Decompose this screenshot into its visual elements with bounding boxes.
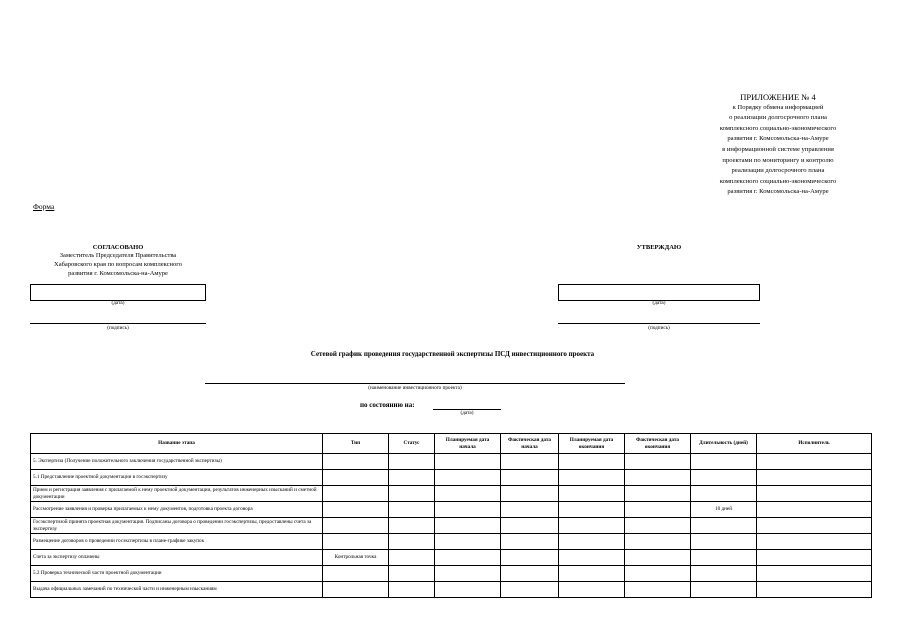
actual-start-cell[interactable]	[501, 470, 559, 486]
table-header-row	[31, 434, 872, 454]
document-title: Сетевой график проведения государственной экспертизы ПСД инвестиционного проекта	[310, 350, 595, 358]
actual-start-cell[interactable]	[501, 518, 559, 534]
actual-start-cell[interactable]	[501, 534, 559, 550]
executor-cell[interactable]	[757, 502, 872, 518]
actual-start-cell[interactable]	[501, 486, 559, 502]
table-row	[31, 582, 872, 598]
planned-start-cell[interactable]	[435, 486, 501, 502]
status-cell[interactable]	[389, 486, 435, 502]
actual-start-cell[interactable]	[501, 566, 559, 582]
appendix-line: комплексного социально-экономического	[719, 177, 837, 185]
actual-end-cell[interactable]	[625, 518, 691, 534]
agreed-heading: СОГЛАСОВАНО	[92, 244, 144, 251]
appendix-block	[690, 92, 866, 198]
column-header: Длительность (дней)	[691, 434, 757, 454]
type-cell[interactable]	[323, 502, 389, 518]
approve-block	[558, 244, 760, 251]
duration-cell[interactable]	[691, 470, 757, 486]
stage-name-cell[interactable]: Госэкспертизой принята проектная документация. Подписаны договора о проведении госэкспертизы, предоставлены счета за экспертизу	[31, 518, 323, 534]
type-cell[interactable]	[323, 534, 389, 550]
agreed-position-line: Заместитель Председателя Правительства	[59, 252, 177, 259]
actual-end-cell[interactable]	[625, 534, 691, 550]
stage-name-cell[interactable]: Прием и регистрация заявления с прилагаемой к нему проектной документации, результатов инженерных изысканий и сметной документации	[31, 486, 323, 502]
table-row	[31, 454, 872, 470]
planned-end-cell[interactable]	[559, 518, 625, 534]
status-cell[interactable]	[389, 566, 435, 582]
agreed-signature-line[interactable]	[30, 323, 206, 324]
duration-cell[interactable]	[691, 454, 757, 470]
as-of-label: по состоянию на:	[360, 401, 415, 409]
duration-cell[interactable]	[691, 518, 757, 534]
stage-name-cell[interactable]: 5.1 Представление проектной документации в госэкспертизу	[31, 470, 323, 486]
executor-cell[interactable]	[757, 518, 872, 534]
actual-end-cell[interactable]	[625, 470, 691, 486]
appendix-line: о реализации долгосрочного плана	[729, 114, 827, 122]
table-row	[31, 518, 872, 534]
approve-heading: УТВЕРЖДАЮ	[636, 244, 682, 251]
planned-end-cell[interactable]	[559, 566, 625, 582]
column-header: Планируемая дата окончания	[559, 434, 625, 454]
stage-name-cell[interactable]: Размещение договоров о проведении госэкспертизы в плане-графике закупок	[31, 534, 323, 550]
column-header: Фактическая дата окончания	[625, 434, 691, 454]
planned-start-cell[interactable]	[435, 470, 501, 486]
planned-end-cell[interactable]	[559, 534, 625, 550]
planned-start-cell[interactable]	[435, 582, 501, 598]
status-cell[interactable]	[389, 534, 435, 550]
form-label: Форма	[33, 202, 55, 211]
executor-cell[interactable]	[757, 566, 872, 582]
agreed-block	[30, 244, 206, 278]
status-cell[interactable]	[389, 470, 435, 486]
actual-end-cell[interactable]	[625, 486, 691, 502]
table-row	[31, 486, 872, 502]
type-cell[interactable]	[323, 566, 389, 582]
agreed-position-line: развития г. Комсомольска-на-Амуре	[68, 270, 168, 277]
planned-start-cell[interactable]	[435, 502, 501, 518]
status-cell[interactable]	[389, 518, 435, 534]
column-header: Планируемая дата начала	[435, 434, 501, 454]
status-cell[interactable]	[389, 582, 435, 598]
type-cell[interactable]	[323, 486, 389, 502]
stage-name-cell[interactable]: Счета за экспертизу оплачены	[31, 550, 323, 566]
executor-cell[interactable]	[757, 550, 872, 566]
approve-date-caption: (дата)	[652, 300, 666, 306]
stage-name-cell[interactable]: 5.2 Проверка технической части проектной документации	[31, 566, 323, 582]
planned-start-cell[interactable]	[435, 534, 501, 550]
duration-cell[interactable]	[691, 582, 757, 598]
table-row	[31, 502, 872, 518]
column-header: Исполнитель	[757, 434, 872, 454]
agreed-position-line: Хабаровского края по вопросам комплексного	[54, 261, 182, 268]
actual-end-cell[interactable]	[625, 502, 691, 518]
planned-end-cell[interactable]	[559, 470, 625, 486]
planned-end-cell[interactable]	[559, 582, 625, 598]
status-cell[interactable]	[389, 502, 435, 518]
executor-cell[interactable]	[757, 534, 872, 550]
appendix-line: развития г. Комсомольска-на-Амуре	[727, 188, 829, 196]
planned-start-cell[interactable]	[435, 566, 501, 582]
stage-name-cell[interactable]: Рассмотрение заявления и проверка прилагаемых к нему документов, подготовка проекта договора	[31, 502, 323, 518]
status-cell[interactable]	[389, 454, 435, 470]
actual-end-cell[interactable]	[625, 550, 691, 566]
project-name-line[interactable]	[205, 383, 625, 384]
duration-cell[interactable]	[691, 534, 757, 550]
planned-start-cell[interactable]	[435, 550, 501, 566]
appendix-title: ПРИЛОЖЕНИЕ № 4	[740, 92, 816, 102]
planned-end-cell[interactable]	[559, 502, 625, 518]
duration-cell[interactable]: 10 дней	[691, 502, 757, 518]
executor-cell[interactable]	[757, 582, 872, 598]
approve-signature-caption: (подпись)	[648, 325, 670, 331]
agreed-date-field[interactable]	[30, 284, 206, 301]
planned-end-cell[interactable]	[559, 454, 625, 470]
duration-cell[interactable]	[691, 486, 757, 502]
approve-signature-line[interactable]	[558, 323, 760, 324]
table-row	[31, 534, 872, 550]
type-cell[interactable]	[323, 470, 389, 486]
appendix-line: проектами по мониторингу и контролю	[722, 156, 834, 164]
column-header: Название этапа	[31, 434, 323, 454]
table-row	[31, 550, 872, 566]
stage-name-cell[interactable]: 5. Экспертиза (Получение положительного заключения государственной экспертизы)	[31, 454, 323, 470]
planned-start-cell[interactable]	[435, 454, 501, 470]
actual-start-cell[interactable]	[501, 550, 559, 566]
actual-end-cell[interactable]	[625, 566, 691, 582]
appendix-line: в информационной системе управления	[722, 145, 834, 153]
actual-start-cell[interactable]	[501, 454, 559, 470]
stage-name-cell[interactable]: Выдача официальных замечаний по технической части и инженерным изысканиям	[31, 582, 323, 598]
column-header: Фактическая дата начала	[501, 434, 559, 454]
project-name-caption: (наименование инвестиционного проекта)	[368, 385, 462, 391]
schedule-table	[30, 433, 872, 598]
actual-start-cell[interactable]	[501, 582, 559, 598]
type-cell[interactable]	[323, 518, 389, 534]
planned-end-cell[interactable]	[559, 550, 625, 566]
appendix-line: комплексного социально-экономического	[719, 124, 837, 132]
agreed-date-caption: (дата)	[111, 300, 125, 306]
table-row	[31, 470, 872, 486]
planned-start-cell[interactable]	[435, 518, 501, 534]
appendix-line: развития г. Комсомольска-на-Амуре	[727, 135, 829, 143]
status-cell[interactable]	[389, 550, 435, 566]
appendix-line: к Порядку обмена информацией	[732, 103, 824, 111]
executor-cell[interactable]	[757, 470, 872, 486]
table-row	[31, 566, 872, 582]
duration-cell[interactable]	[691, 550, 757, 566]
as-of-date-caption: (дата)	[460, 410, 474, 416]
actual-end-cell[interactable]	[625, 582, 691, 598]
appendix-line: реализации долгосрочного плана	[731, 167, 825, 175]
planned-end-cell[interactable]	[559, 486, 625, 502]
actual-start-cell[interactable]	[501, 502, 559, 518]
type-cell[interactable]	[323, 582, 389, 598]
duration-cell[interactable]	[691, 566, 757, 582]
executor-cell[interactable]	[757, 454, 872, 470]
type-cell[interactable]: Контрольная точка	[323, 550, 389, 566]
agreed-signature-caption: (подпись)	[107, 325, 129, 331]
column-header: Тип	[323, 434, 389, 454]
column-header: Статус	[389, 434, 435, 454]
approve-date-field[interactable]	[558, 284, 760, 301]
actual-end-cell[interactable]	[625, 454, 691, 470]
type-cell[interactable]	[323, 454, 389, 470]
executor-cell[interactable]	[757, 486, 872, 502]
